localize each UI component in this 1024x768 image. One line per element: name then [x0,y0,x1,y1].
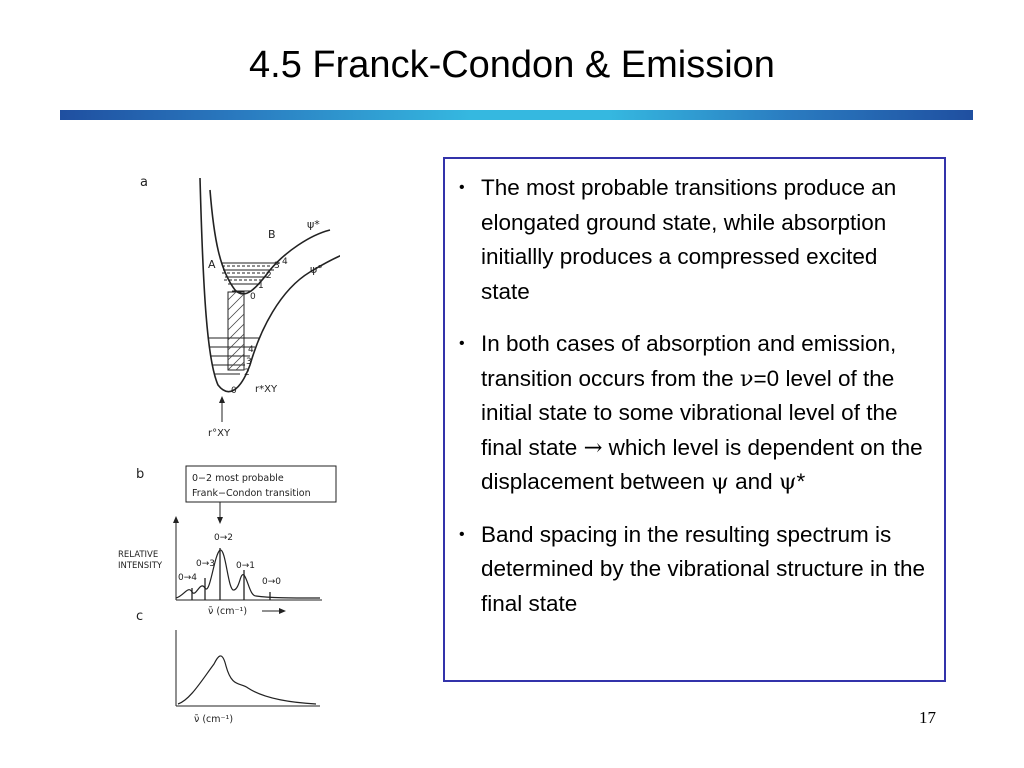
excited-curve-label: ψ* [307,218,320,231]
peak-label: 0→4 [178,573,197,583]
point-a-label: A [208,258,216,271]
bullet-text: In both cases of absorption and emission, transition occurs from the [481,331,897,391]
panel-c-label: c [136,609,144,624]
peak-label: 0→1 [236,561,255,571]
spectrum-c-xlabel: ν̄ (cm⁻¹) [194,714,234,725]
panel-a-label: a [140,175,148,190]
upper-level-label: 1 [258,281,264,291]
fc-note-line2: Frank−Condon transition [192,488,311,499]
bullet-text-box [443,157,946,682]
franck-condon-figure [110,160,340,730]
bullet-text: which level is dependent on the displacement between [481,434,923,494]
upper-level-label: 3 [274,261,280,271]
upper-level-label: 4 [282,257,288,267]
fc-note-line1: 0−2 most probable [192,473,284,484]
page-number: 17 [919,708,936,727]
bullet-text: Band spacing in the resulting spectrum is determined by the vibrational structure in the final state [481,521,925,616]
spectrum-b-xlabel: ν̄ (cm⁻¹) [208,606,248,617]
bullet-item [459,518,930,622]
nu-symbol: ν [739,365,754,392]
bullet-text: The most probable transitions produce an elongated ground state, while absorption initiallly produces a compressed excited state [481,175,897,304]
bullet-list [459,171,930,621]
r-xy-star-label: r*XY [255,384,278,395]
bullet-marker: • [459,335,465,352]
point-b-label: B [268,228,276,241]
emission-spectrum-c [178,656,316,704]
lower-level-label: 0 [231,386,237,396]
ground-state-curve [200,178,340,392]
bullet-item [459,171,930,309]
psi-symbol: ψ [711,469,729,495]
bullet-marker: • [459,525,465,543]
r-xy-zero-label: r°XY [208,428,231,439]
peak-label: 0→0 [262,577,281,587]
bullet-marker: • [459,179,465,196]
slide-title: 4.5 Franck-Condon & Emission [249,44,775,86]
bullet-text: =0 level of the initial state to some vibrational level of the final state [481,365,898,460]
title-divider-bar [60,110,973,120]
peak-label: 0→3 [196,559,215,569]
upper-level-label: 2 [266,271,272,281]
intensity-label-line2: INTENSITY [118,561,163,571]
intensity-label-line1: RELATIVE [118,550,159,560]
upper-level-label: 0 [250,292,256,302]
psi-star-symbol: ψ [778,469,797,495]
lower-level-label: 3 [246,357,252,367]
panel-b-label: b [136,467,145,482]
arrow-symbol: → [583,434,603,461]
bullet-item [459,327,930,500]
bullet-text: and [728,469,779,494]
lower-level-label: 4 [248,345,254,355]
emission-spectrum-b [176,550,320,598]
lower-level-label: 2 [244,368,250,378]
peak-label: 0→2 [214,533,233,543]
ground-curve-label: ψ° [310,263,323,276]
star-symbol: * [796,469,806,494]
